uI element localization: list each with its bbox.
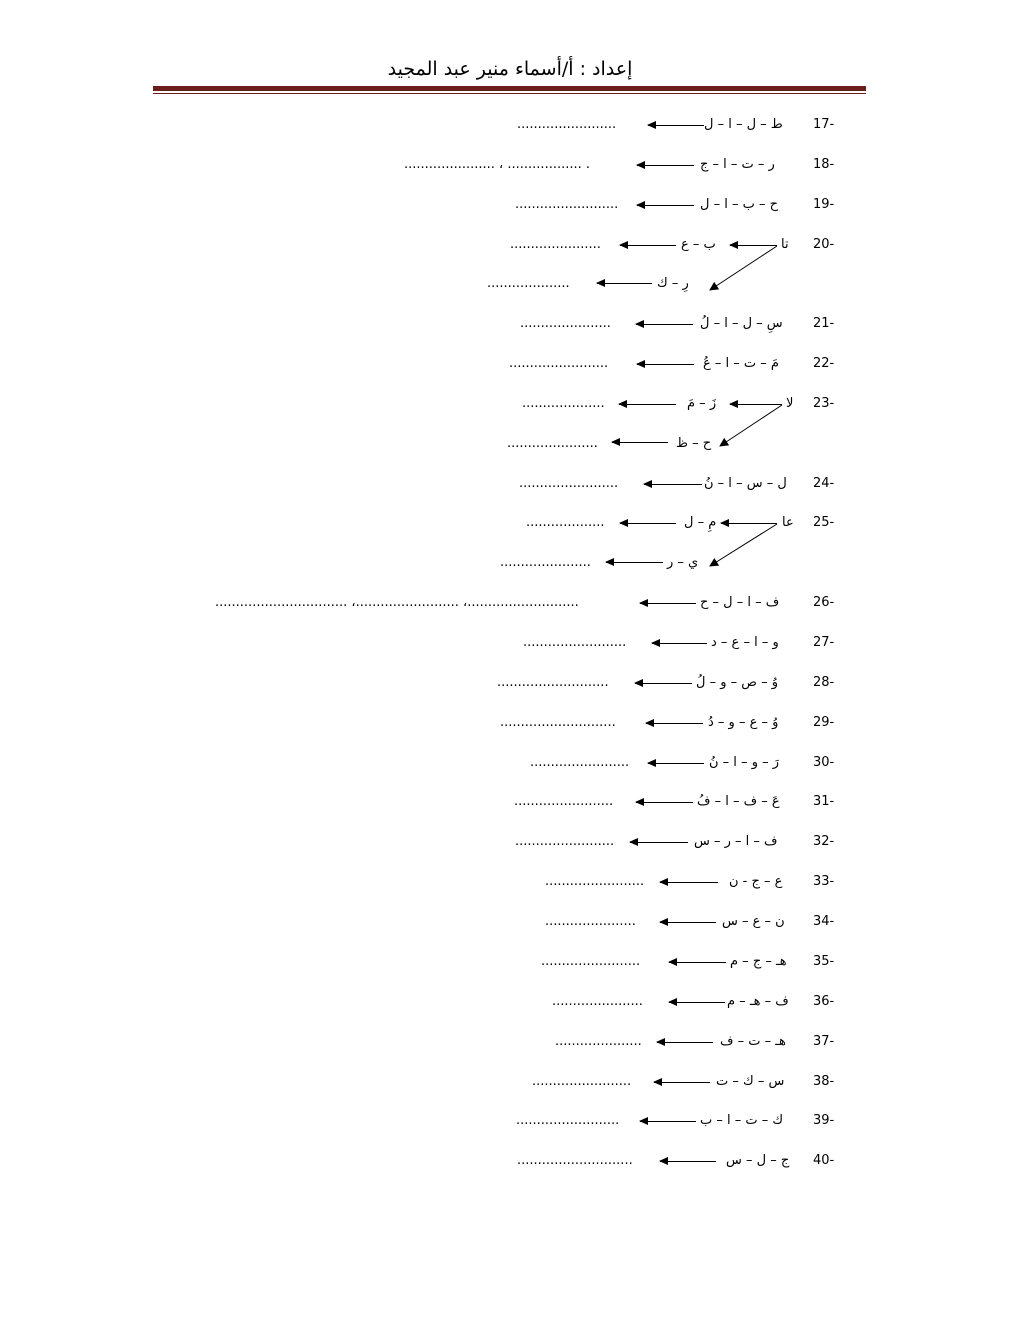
- diagonal-arrow-icon: [710, 524, 777, 566]
- letters: ف – ا – ر – س: [694, 834, 778, 849]
- answer-blank[interactable]: .........................: [523, 635, 627, 650]
- answer-blank[interactable]: ........................: [532, 1074, 632, 1089]
- letters-branch-2: ح – ظ: [676, 436, 712, 451]
- letters: ط – ل – ا – ل: [704, 117, 783, 132]
- item-number: 17-: [813, 117, 835, 132]
- answer-blank[interactable]: .........................: [515, 197, 619, 212]
- letters: ك – ت – ا – ب: [700, 1113, 784, 1128]
- letters: ف – ا – ل – ح: [700, 595, 780, 610]
- item-number: 21-: [813, 316, 835, 331]
- answer-blank[interactable]: .........................: [516, 1113, 620, 1128]
- item-number: 29-: [813, 715, 835, 730]
- answer-blank[interactable]: ...................... ، .................. .: [404, 157, 591, 172]
- letters: ج – ل – س: [726, 1153, 790, 1168]
- letters-branch-1: ب – ع: [681, 237, 716, 252]
- item-number: 31-: [813, 794, 835, 809]
- answer-blank[interactable]: ........................: [514, 794, 614, 809]
- item-number: 24-: [813, 476, 835, 491]
- item-number: 19-: [813, 197, 835, 212]
- letters: ل – س – ا – نُ: [704, 476, 787, 491]
- letters: لا: [786, 396, 794, 411]
- answer-blank[interactable]: ................................ ،......................... ،...........................: [215, 595, 579, 610]
- item-number: 37-: [813, 1034, 835, 1049]
- letters: ع – ج - ن: [729, 874, 783, 889]
- answer-blank[interactable]: ........................: [517, 117, 617, 132]
- letters: عا: [782, 515, 794, 530]
- letters: ن – ع – س: [722, 914, 785, 929]
- item-number: 25-: [813, 515, 835, 530]
- item-number: 40-: [813, 1153, 835, 1168]
- letters-branch-1: مِ – ل: [684, 515, 717, 530]
- letters-branch-2: رِ – ك: [657, 276, 689, 291]
- letters-branch-1: زَ – مَ: [687, 396, 717, 411]
- letters: وُ – ص – و – لُ: [696, 675, 779, 690]
- letters: تا: [781, 237, 789, 252]
- item-number: 38-: [813, 1074, 835, 1089]
- answer-blank[interactable]: ......................: [545, 914, 636, 929]
- answer-blank[interactable]: ......................: [507, 436, 598, 451]
- answer-blank[interactable]: ........................: [515, 834, 615, 849]
- item-number: 32-: [813, 834, 835, 849]
- letters-branch-2: ي – ر: [667, 555, 699, 570]
- item-number: 18-: [813, 157, 835, 172]
- item-number: 22-: [813, 356, 835, 371]
- item-number: 30-: [813, 755, 835, 770]
- letters: سِ – ل – ا – لُ: [700, 316, 783, 331]
- answer-blank[interactable]: ........................: [541, 954, 641, 969]
- answer-blank[interactable]: ........................: [545, 874, 645, 889]
- answer-blank[interactable]: ......................: [552, 994, 643, 1009]
- item-number: 28-: [813, 675, 835, 690]
- letters: وُ – ع – و – دُ: [708, 715, 779, 730]
- item-number: 26-: [813, 595, 835, 610]
- answer-blank[interactable]: ........................: [509, 356, 609, 371]
- answer-blank[interactable]: ...................: [526, 515, 605, 530]
- item-number: 23-: [813, 396, 835, 411]
- item-number: 36-: [813, 994, 835, 1009]
- answer-blank[interactable]: ...........................: [497, 675, 609, 690]
- answer-blank[interactable]: ....................: [522, 396, 605, 411]
- answer-blank[interactable]: ....................: [487, 276, 570, 291]
- answer-blank[interactable]: ......................: [510, 237, 601, 252]
- letters: ر – ت – ا – ج: [700, 157, 775, 172]
- item-number: 33-: [813, 874, 835, 889]
- answer-blank[interactable]: ............................: [500, 715, 616, 730]
- letters: مَ – ت – ا – عُ: [703, 356, 779, 371]
- page-title: إعداد : أ/أسماء منير عبد المجيد: [387, 58, 633, 80]
- letters: عَ – ف – ا – فُ: [697, 794, 780, 809]
- answer-blank[interactable]: ........................: [530, 755, 630, 770]
- diagonal-arrow-icon: [710, 246, 777, 290]
- item-number: 34-: [813, 914, 835, 929]
- letters: رَ – و – ا – نُ: [709, 755, 780, 770]
- letters: و – ا – ع – د: [711, 635, 779, 650]
- answer-blank[interactable]: ......................: [520, 316, 611, 331]
- item-number: 20-: [813, 237, 835, 252]
- item-number: 39-: [813, 1113, 835, 1128]
- answer-blank[interactable]: .....................: [555, 1034, 642, 1049]
- letters: ح – ب – ا – ل: [700, 197, 778, 212]
- answer-blank[interactable]: ......................: [500, 555, 591, 570]
- letters: ف – هـ – م: [727, 994, 789, 1009]
- answer-blank[interactable]: ............................: [517, 1153, 633, 1168]
- letters: س – ك – ت: [716, 1074, 785, 1089]
- item-number: 27-: [813, 635, 835, 650]
- item-number: 35-: [813, 954, 835, 969]
- answer-blank[interactable]: ........................: [519, 476, 619, 491]
- diagonal-arrow-icon: [720, 405, 782, 446]
- letters: هـ – ت – ف: [720, 1034, 786, 1049]
- letters: هـ – ج – م: [730, 954, 787, 969]
